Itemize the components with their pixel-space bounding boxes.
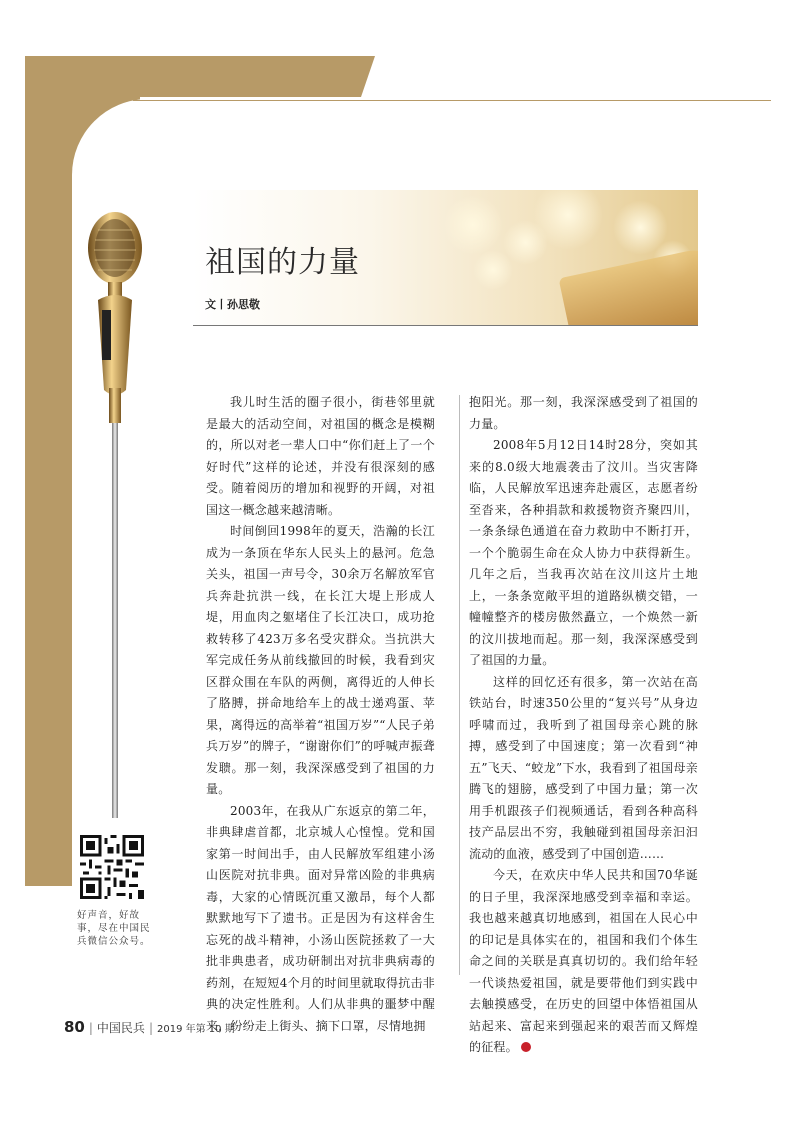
footer-divider: | <box>88 1021 93 1035</box>
microphone-illustration <box>80 210 150 820</box>
paragraph-last <box>469 865 698 1059</box>
qr-code[interactable] <box>80 835 144 899</box>
paragraph: 我儿时生活的圈子很小，街巷邻里就是最大的活动空间，对祖国的概念是模糊的，所以对老一辈人口中“你们赶上了一个好时代”这样的论述，并没有很深刻的感受。随着阅历的增加和视野的开阔，对祖国这一概念越来越清晰。 <box>206 395 435 517</box>
paragraph: 时间倒回1998年的夏天，浩瀚的长江成为一条顶在华东人民头上的悬河。危急关头，祖国一声号令，30余万名解放军官兵奔赴抗洪一线，在长江大堤上形成人堤，用血肉之躯堵住了长江决口，成功抢救转移了423万多名受灾群众。当抗洪大军完成任务从前线撤回的时候，我看到灾区群众围在车队的两侧，离得近的人伸长了胳膊，拼命地给车上的战士递鸡蛋、苹果，离得远的高举着“祖国万岁”“人民子弟兵万岁”的牌子，“谢谢你们”的呼喊声振聋发聩。那一刻，我深深感受到了祖国的力量。 <box>206 524 435 796</box>
qr-caption: 好声音，好故事，尽在中国民兵微信公众号。 <box>77 910 151 947</box>
body-column-right <box>469 392 698 1059</box>
open-book-graphic <box>559 243 698 325</box>
issue-label: 2019 年第 10 期 <box>156 1024 235 1035</box>
page-footer <box>64 1018 235 1036</box>
article-byline: 文丨孙思敬 <box>205 298 260 311</box>
end-mark-icon <box>521 1042 531 1052</box>
body-column-left <box>206 392 435 1037</box>
page-number: 80 <box>64 1018 85 1036</box>
article-title: 祖国的力量 <box>205 245 360 280</box>
magazine-name: 中国民兵 <box>96 1021 145 1035</box>
paragraph-text: 今天，在欢庆中华人民共和国70华诞的日子里，我深深地感受到幸福和幸运。我也越来越真切地感到，祖国在人民心中的印记是具体实在的，祖国和我们个体生命之间的关联是真真切切的。我们给年轻一代谈热爱祖国，就是要带他们到实践中去触摸感受，在历史的回望中体悟祖国从站起来、富起来到强起来的艰苦而又辉煌的征程。 <box>469 868 698 1054</box>
title-rule <box>193 325 698 326</box>
paragraph: 2008年5月12日14时28分，突如其来的8.0级大地震袭击了汶川。当灾害降临，人民解放军迅速奔赴震区，志愿者纷至沓来，各种捐款和救援物资齐聚四川，一条条绿色通道在奋力救助中不断打开，一个个脆弱生命在众人协力中获得新生。几年之后，当我再次站在汶川这片土地上，一条条宽敞平坦的道路纵横交错，一幢幢整齐的楼房傲然矗立，一个焕然一新的汶川拔地而起。那一刻，我深深感受到了祖国的力量。 <box>469 438 698 667</box>
paragraph: 这样的回忆还有很多，第一次站在高铁站台，时速350公里的“复兴号”从身边呼啸而过，我听到了祖国母亲心跳的脉搏，感受到了中国速度；第一次看到“神五”飞天、“蛟龙”下水，我看到了祖国母亲腾飞的翅膀，感受到了中国力量；第一次用手机跟孩子们视频通话，看到各种高科技产品层出不穷，我触碰到祖国母亲汩汩流动的血液，感受到了中国创造…… <box>469 674 698 861</box>
paragraph: 抱阳光。那一刻，我深深感受到了祖国的力量。 <box>469 395 698 431</box>
header-rule <box>133 100 771 101</box>
paragraph: 2003年，在我从广东返京的第二年，非典肆虐首都，北京城人心惶惶。党和国家第一时间出手，由人民解放军组建小汤山医院对抗非典。面对异常凶险的非典病毒，大家的心情既沉重又激昂，每个人都默默地写下了遗书。正是因为有这样舍生忘死的战斗精神，小汤山医院拯救了一大批非典患者，成功研制出对抗非典病毒的药剂，在短短4个月的时间里就取得抗击非典的决定性胜利。人们从非典的噩梦中醒来，纷纷走上街头、摘下口罩，尽情地拥 <box>206 803 435 1033</box>
footer-divider: | <box>148 1021 153 1035</box>
column-divider <box>459 395 460 975</box>
